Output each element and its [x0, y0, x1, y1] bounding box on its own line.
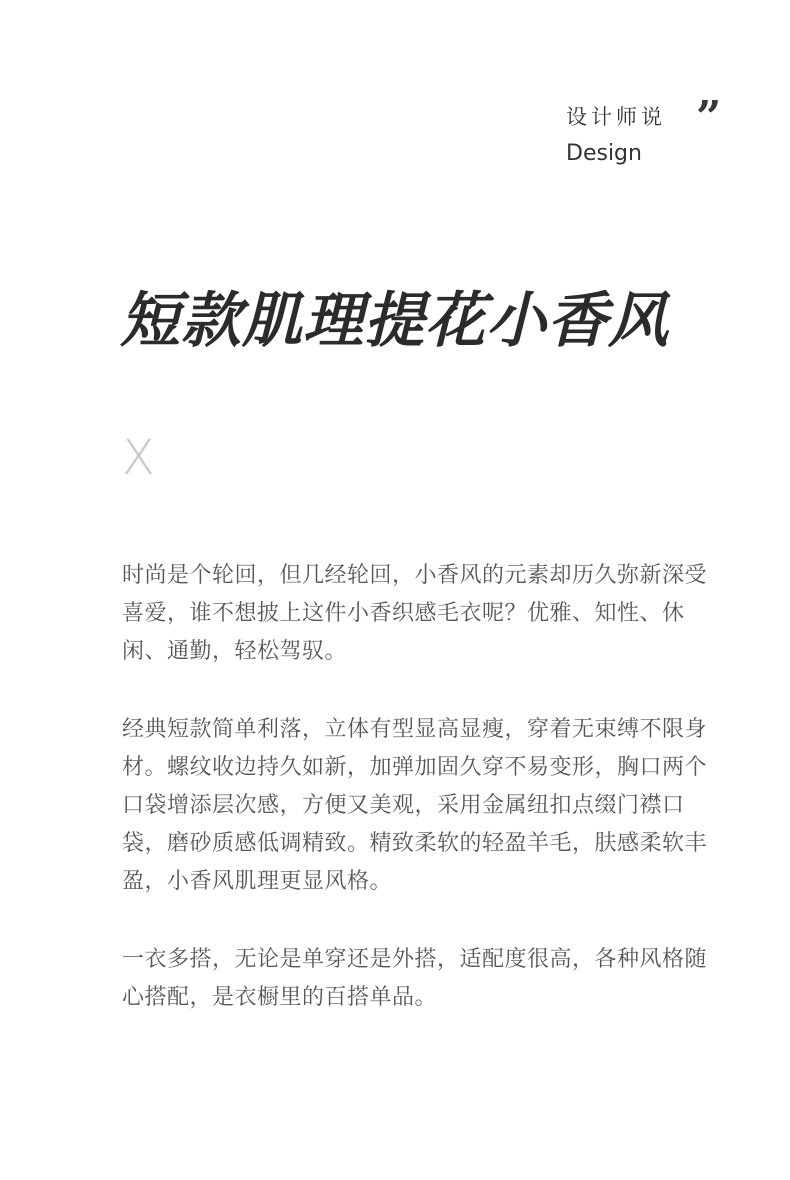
- quote-mark-icon: ”: [696, 92, 722, 143]
- design-label: Design: [566, 141, 642, 166]
- designer-says-label: 设计师说: [566, 105, 666, 129]
- designer-says-block: [566, 92, 746, 170]
- description-paragraph-3: 一衣多搭，无论是单穿还是外搭，适配度很高，各种风格随心搭配，是衣橱里的百搭单品。: [122, 947, 708, 1010]
- description-paragraph-1: 时尚是个轮回，但几经轮回，小香风的元素却历久弥新深受喜爱，谁不想披上这件小香织感毛衣呢？优雅、知性、休闲、通勤，轻松驾驭。: [122, 563, 708, 664]
- description-body: [122, 557, 722, 1057]
- product-title: 短款肌理提花小香风: [120, 286, 669, 356]
- description-paragraph-2: 经典短款简单利落，立体有型显高显瘦，穿着无束缚不限身材。螺纹收边持久如新，加弹加固久穿不易变形，胸口两个口袋增添层次感，方便又美观，采用金属纽扣点缀门襟口袋，磨砂质感低调精致。精致柔软的轻盈羊毛，肤感柔软丰盈，小香风肌理更显风格。: [122, 717, 708, 894]
- x-divider-mark: X: [122, 430, 155, 486]
